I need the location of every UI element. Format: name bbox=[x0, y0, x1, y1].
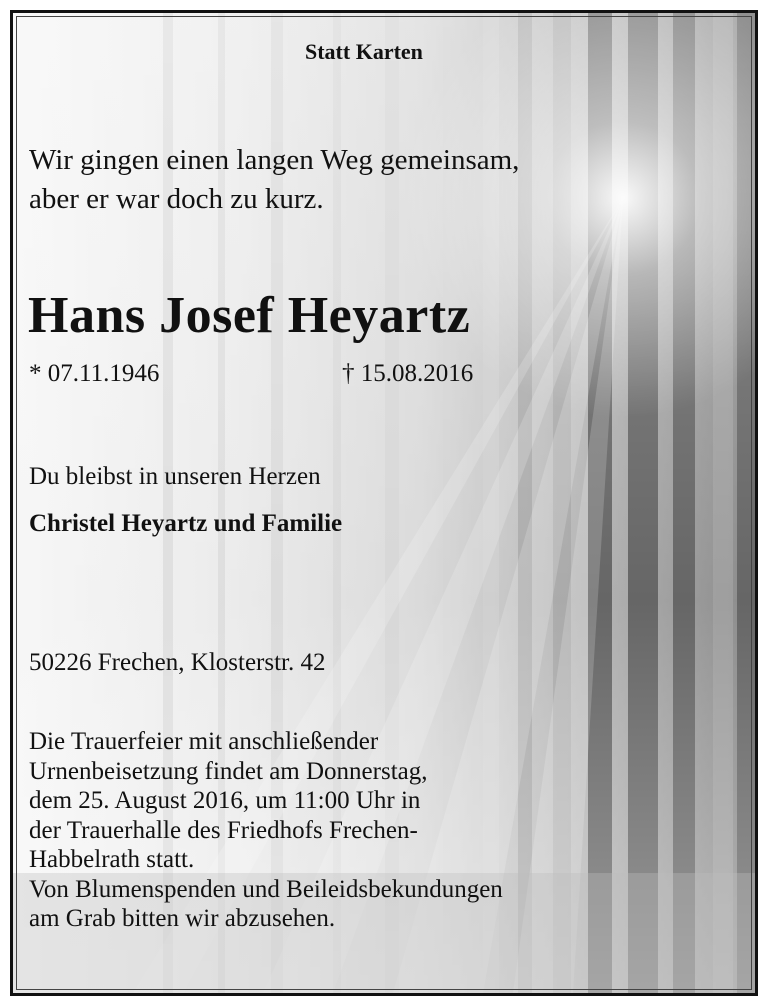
family-signature: Christel Heyartz und Familie bbox=[29, 510, 343, 537]
quote-line-2: aber er war doch zu kurz. bbox=[29, 183, 324, 215]
obituary-content bbox=[13, 13, 755, 993]
statt-karten-heading: Statt Karten bbox=[305, 39, 423, 64]
ceremony-line-5: Habbelrath statt. bbox=[29, 846, 195, 873]
quote-line-1: Wir gingen einen langen Weg gemeinsam, bbox=[29, 144, 520, 176]
death-date: † 15.08.2016 bbox=[342, 360, 474, 387]
ceremony-line-2: Urnenbeisetzung findet am Donnerstag, bbox=[29, 757, 428, 785]
address: 50226 Frechen, Klosterstr. 42 bbox=[29, 649, 326, 676]
deceased-name: Hans Josef Heyartz bbox=[28, 287, 471, 344]
ceremony-line-3: dem 25. August 2016, um 11:00 Uhr in bbox=[29, 787, 421, 814]
birth-date: * 07.11.1946 bbox=[29, 360, 160, 387]
farewell-line: Du bleibst in unseren Herzen bbox=[29, 463, 321, 490]
ceremony-notice bbox=[29, 727, 503, 934]
ceremony-line-4: der Trauerhalle des Friedhofs Frechen- bbox=[29, 816, 418, 844]
ceremony-line-1: Die Trauerfeier mit anschließender bbox=[29, 728, 379, 755]
ceremony-line-7: am Grab bitten wir abzusehen. bbox=[29, 905, 336, 932]
obituary-frame bbox=[10, 10, 758, 996]
ceremony-line-6: Von Blumenspenden und Beileidsbekundungen bbox=[29, 875, 503, 903]
